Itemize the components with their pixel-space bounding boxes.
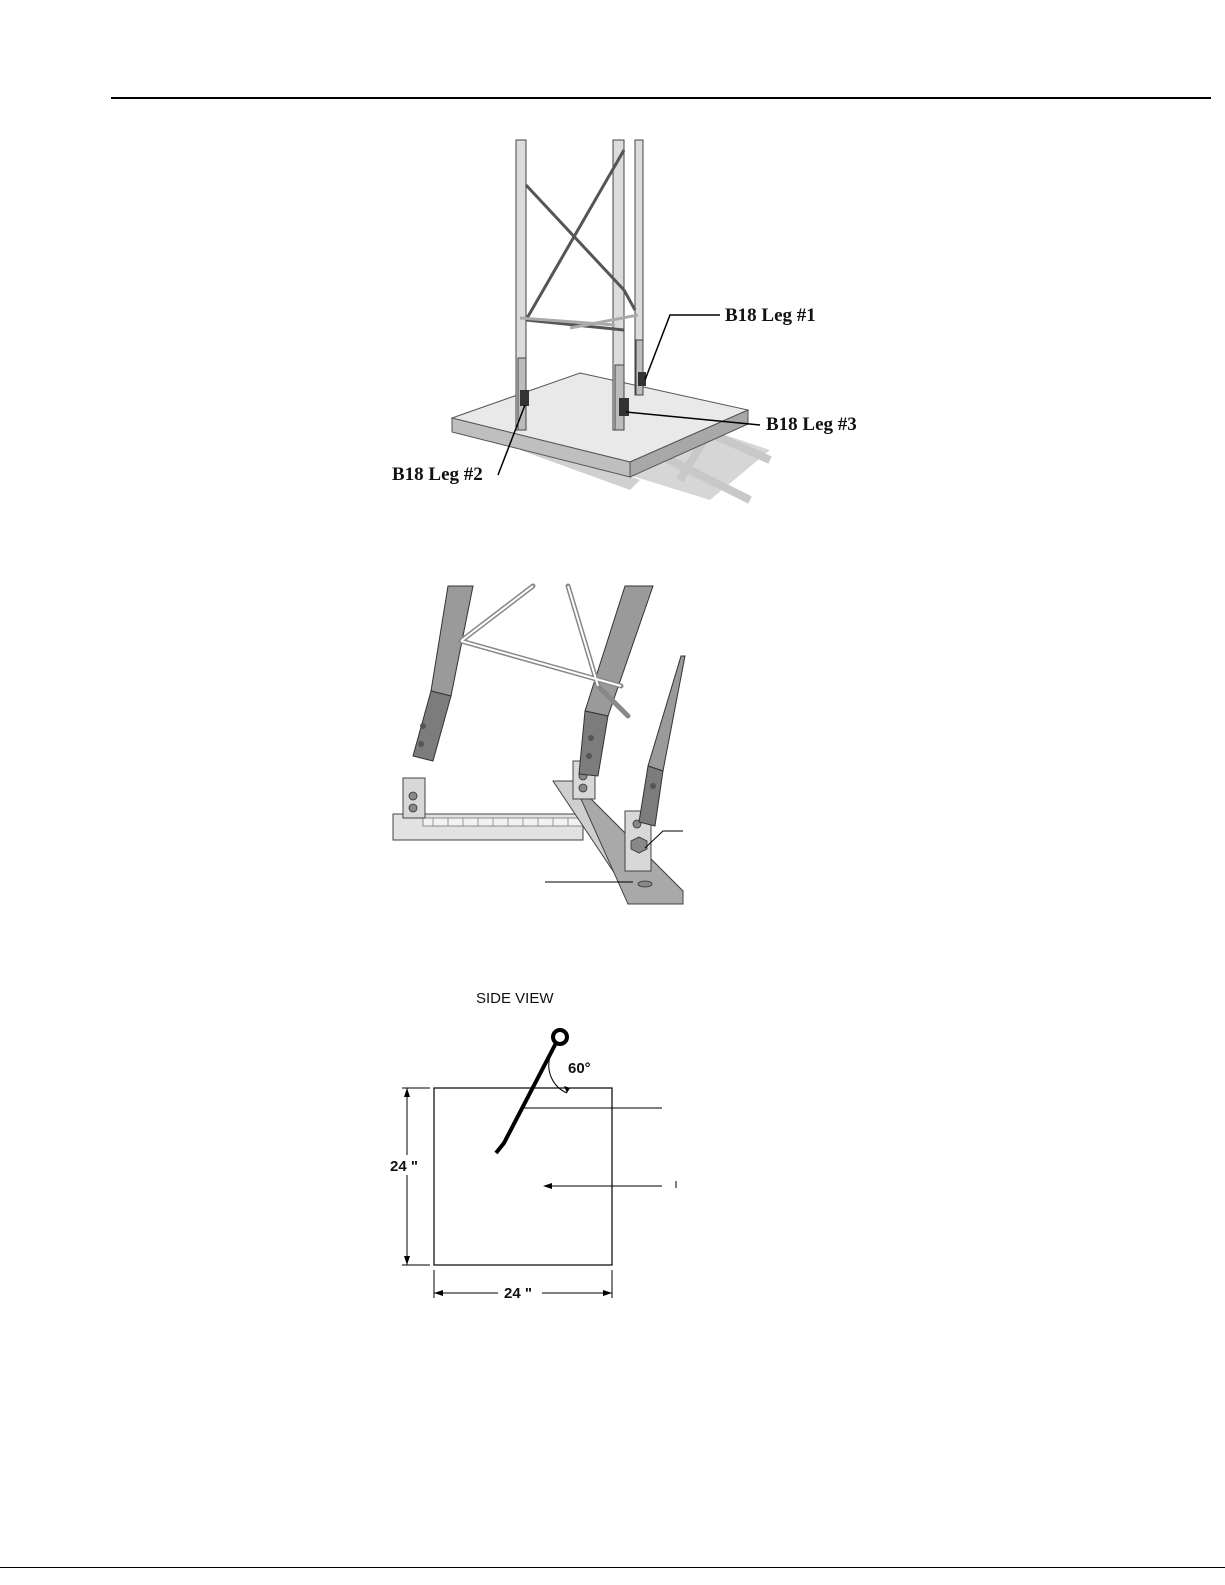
tower-base-illustration — [380, 140, 880, 520]
width-dimension: 24 " — [504, 1285, 532, 1302]
side-view-title: SIDE VIEW — [476, 990, 554, 1007]
side-view-diagram — [380, 985, 700, 1305]
footer-rule — [0, 1567, 1225, 1568]
leg1-label: B18 Leg #1 — [725, 305, 816, 326]
height-dimension: 24 " — [390, 1158, 418, 1175]
header-rule — [111, 97, 1211, 99]
leg3-label: B18 Leg #3 — [766, 414, 857, 435]
base-template-illustration — [393, 586, 693, 911]
leg2-label: B18 Leg #2 — [392, 464, 483, 485]
angle-label: 60° — [568, 1060, 591, 1077]
